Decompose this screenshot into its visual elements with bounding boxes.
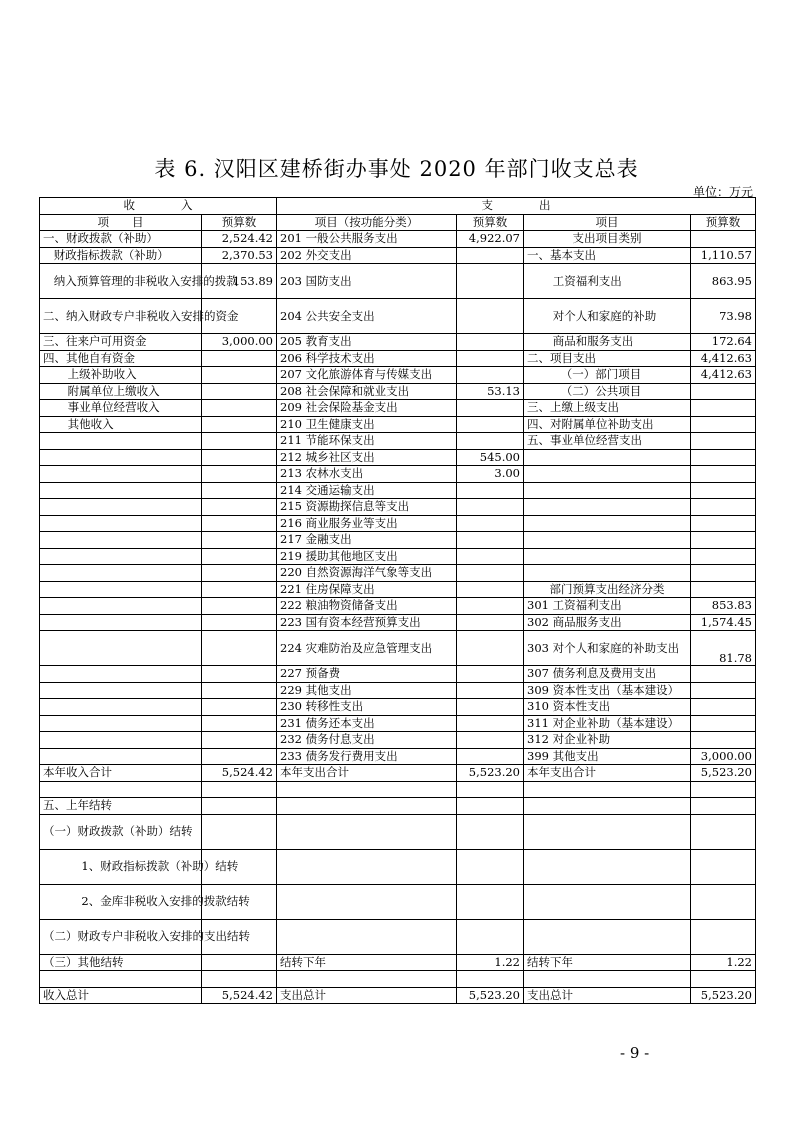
- income-amount: [202, 732, 277, 749]
- page-number: - 9 -: [620, 1044, 650, 1062]
- table-row: [40, 449, 756, 466]
- category-amount: 4,412.63: [691, 350, 756, 367]
- function-item: 207 文化旅游体育与传媒支出: [277, 367, 457, 384]
- table-row: [40, 715, 756, 732]
- category-item: [524, 482, 691, 499]
- category-item: 五、事业单位经营支出: [524, 433, 691, 450]
- category-item: 312 对企业补助: [524, 732, 691, 749]
- income-amount: [202, 400, 277, 417]
- category-item: 对个人和家庭的补助: [524, 299, 691, 334]
- table-row: [40, 482, 756, 499]
- income-amount: [202, 515, 277, 532]
- income-amount: 2,370.53: [202, 247, 277, 264]
- function-item: [277, 781, 457, 798]
- income-amount: [202, 449, 277, 466]
- function-item: 支出总计: [277, 987, 457, 1004]
- function-item: [277, 971, 457, 988]
- category-item: 三、上缴上级支出: [524, 400, 691, 417]
- function-item: 224 灾难防治及应急管理支出: [277, 631, 457, 666]
- function-item: [277, 849, 457, 884]
- table-row: [40, 765, 756, 782]
- function-item: 213 农林水支出: [277, 466, 457, 483]
- category-item: [524, 548, 691, 565]
- table-row: [40, 433, 756, 450]
- function-amount: [457, 350, 524, 367]
- income-item: 收入总计: [40, 987, 202, 1004]
- category-item: 303 对个人和家庭的补助支出: [524, 631, 691, 666]
- table-row: [40, 682, 756, 699]
- table-row: [40, 400, 756, 417]
- table-row: [40, 231, 756, 248]
- function-item: 211 节能环保支出: [277, 433, 457, 450]
- income-amount: [202, 383, 277, 400]
- income-amount: [202, 482, 277, 499]
- function-amount: [457, 581, 524, 598]
- function-amount: [457, 482, 524, 499]
- function-amount: [457, 548, 524, 565]
- income-amount: 3,000.00: [202, 334, 277, 351]
- category-amount: [691, 971, 756, 988]
- category-item: [524, 532, 691, 549]
- income-amount: [202, 614, 277, 631]
- col-header: 预算数: [691, 214, 756, 231]
- income-amount: [202, 532, 277, 549]
- category-amount: [691, 884, 756, 919]
- category-amount: 81.78: [691, 631, 756, 666]
- table-row: [40, 499, 756, 516]
- category-amount: [691, 532, 756, 549]
- category-amount: 73.98: [691, 299, 756, 334]
- function-item: 227 预备费: [277, 666, 457, 683]
- category-item: 结转下年: [524, 954, 691, 971]
- income-amount: [202, 581, 277, 598]
- function-amount: 3.00: [457, 466, 524, 483]
- income-item: [40, 748, 202, 765]
- table-row: [40, 515, 756, 532]
- function-item: 214 交通运输支出: [277, 482, 457, 499]
- function-amount: [457, 814, 524, 849]
- income-item: 附属单位上缴收入: [40, 383, 202, 400]
- category-amount: [691, 433, 756, 450]
- table-row: [40, 383, 756, 400]
- category-amount: [691, 666, 756, 683]
- income-item: （一）财政拨款（补助）结转: [40, 814, 202, 849]
- function-item: 209 社会保险基金支出: [277, 400, 457, 417]
- function-amount: [457, 748, 524, 765]
- category-amount: 1.22: [691, 954, 756, 971]
- table-row: [40, 666, 756, 683]
- function-amount: [457, 614, 524, 631]
- function-amount: 4,922.07: [457, 231, 524, 248]
- function-amount: [457, 666, 524, 683]
- income-amount: [202, 598, 277, 615]
- category-amount: [691, 699, 756, 716]
- category-amount: 5,523.20: [691, 765, 756, 782]
- income-amount: [202, 433, 277, 450]
- header-row-1: [40, 198, 756, 215]
- table-row: [40, 565, 756, 582]
- function-amount: [457, 532, 524, 549]
- category-item: 工资福利支出: [524, 264, 691, 299]
- col-header: 预算数: [457, 214, 524, 231]
- category-item: 302 商品服务支出: [524, 614, 691, 631]
- table-row: [40, 814, 756, 849]
- budget-table: [39, 197, 756, 1004]
- table-row: [40, 334, 756, 351]
- table-row: [40, 247, 756, 264]
- table-row: [40, 732, 756, 749]
- function-amount: [457, 884, 524, 919]
- income-item: 二、纳入财政专户非税收入安排的资金: [40, 299, 202, 334]
- income-amount: [202, 699, 277, 716]
- income-item: [40, 532, 202, 549]
- income-amount: 2,524.42: [202, 231, 277, 248]
- income-item: 2、金库非税收入安排的拨款结转: [40, 884, 202, 919]
- income-amount: [202, 350, 277, 367]
- function-amount: [457, 598, 524, 615]
- function-item: 223 国有资本经营预算支出: [277, 614, 457, 631]
- category-amount: 1,574.45: [691, 614, 756, 631]
- category-amount: [691, 849, 756, 884]
- income-item: [40, 732, 202, 749]
- function-item: 212 城乡社区支出: [277, 449, 457, 466]
- function-item: 221 住房保障支出: [277, 581, 457, 598]
- category-item: （一）部门项目: [524, 367, 691, 384]
- category-item: 部门预算支出经济分类: [524, 581, 691, 598]
- function-item: 229 其他支出: [277, 682, 457, 699]
- table-row: [40, 264, 756, 299]
- income-amount: 153.89: [202, 264, 277, 299]
- function-item: 206 科学技术支出: [277, 350, 457, 367]
- income-item: [40, 715, 202, 732]
- income-item: [40, 548, 202, 565]
- function-item: 219 援助其他地区支出: [277, 548, 457, 565]
- income-amount: [202, 798, 277, 815]
- income-amount: [202, 499, 277, 516]
- function-item: [277, 814, 457, 849]
- table-row: [40, 532, 756, 549]
- income-item: [40, 682, 202, 699]
- category-amount: [691, 482, 756, 499]
- function-amount: [457, 247, 524, 264]
- income-item: [40, 971, 202, 988]
- category-amount: [691, 548, 756, 565]
- category-item: [524, 499, 691, 516]
- table-row: [40, 631, 756, 666]
- category-item: 支出总计: [524, 987, 691, 1004]
- function-amount: [457, 971, 524, 988]
- category-item: [524, 798, 691, 815]
- income-amount: [202, 548, 277, 565]
- category-item: [524, 466, 691, 483]
- function-amount: [457, 264, 524, 299]
- col-header: 项目（按功能分类）: [277, 214, 457, 231]
- table-row: [40, 350, 756, 367]
- category-amount: [691, 449, 756, 466]
- function-item: 204 公共安全支出: [277, 299, 457, 334]
- category-amount: [691, 400, 756, 417]
- category-item: 310 资本性支出: [524, 699, 691, 716]
- table-row: [40, 581, 756, 598]
- category-item: 309 资本性支出（基本建设）: [524, 682, 691, 699]
- category-amount: [691, 919, 756, 954]
- function-amount: [457, 631, 524, 666]
- category-item: [524, 971, 691, 988]
- income-item: 1、财政指标拨款（补助）结转: [40, 849, 202, 884]
- income-item: [40, 614, 202, 631]
- income-amount: [202, 466, 277, 483]
- category-item: 399 其他支出: [524, 748, 691, 765]
- category-item: [524, 814, 691, 849]
- income-item: [40, 699, 202, 716]
- function-amount: [457, 699, 524, 716]
- function-amount: [457, 798, 524, 815]
- category-amount: 1,110.57: [691, 247, 756, 264]
- category-amount: [691, 515, 756, 532]
- category-amount: [691, 781, 756, 798]
- function-amount: [457, 515, 524, 532]
- category-item: [524, 884, 691, 919]
- income-amount: [202, 367, 277, 384]
- function-item: 222 粮油物资储备支出: [277, 598, 457, 615]
- income-item: [40, 449, 202, 466]
- income-item: [40, 433, 202, 450]
- category-amount: [691, 383, 756, 400]
- table-row: [40, 466, 756, 483]
- table-row: [40, 987, 756, 1004]
- income-amount: [202, 682, 277, 699]
- table-row: [40, 367, 756, 384]
- function-item: 结转下年: [277, 954, 457, 971]
- function-item: 231 债务还本支出: [277, 715, 457, 732]
- category-amount: 3,000.00: [691, 748, 756, 765]
- table-row: [40, 699, 756, 716]
- function-amount: 53.13: [457, 383, 524, 400]
- income-item: （二）财政专户非税收入安排的支出结转: [40, 919, 202, 954]
- function-amount: [457, 682, 524, 699]
- category-item: [524, 849, 691, 884]
- function-amount: [457, 367, 524, 384]
- income-item: 一、财政拨款（补助）: [40, 231, 202, 248]
- col-header: 预算数: [202, 214, 277, 231]
- category-amount: [691, 565, 756, 582]
- function-amount: [457, 416, 524, 433]
- table-row: [40, 781, 756, 798]
- income-item: 上级补助收入: [40, 367, 202, 384]
- category-amount: [691, 798, 756, 815]
- function-item: 203 国防支出: [277, 264, 457, 299]
- table-row: [40, 884, 756, 919]
- category-amount: 863.95: [691, 264, 756, 299]
- function-amount: [457, 565, 524, 582]
- income-amount: [202, 666, 277, 683]
- income-item: [40, 515, 202, 532]
- function-item: 220 自然资源海洋气象等支出: [277, 565, 457, 582]
- function-amount: [457, 781, 524, 798]
- function-item: 216 商业服务业等支出: [277, 515, 457, 532]
- income-item: 其他收入: [40, 416, 202, 433]
- income-amount: [202, 814, 277, 849]
- category-item: 商品和服务支出: [524, 334, 691, 351]
- category-amount: [691, 732, 756, 749]
- col-header: 项 目: [40, 214, 202, 231]
- table-row: [40, 849, 756, 884]
- income-item: 事业单位经营收入: [40, 400, 202, 417]
- income-amount: [202, 565, 277, 582]
- income-item: 纳入预算管理的非税收入安排的拨款: [40, 264, 202, 299]
- table-row: [40, 299, 756, 334]
- income-item: （三）其他结转: [40, 954, 202, 971]
- function-item: 本年支出合计: [277, 765, 457, 782]
- income-amount: 5,524.42: [202, 765, 277, 782]
- income-amount: [202, 416, 277, 433]
- table-row: [40, 971, 756, 988]
- function-amount: 5,523.20: [457, 765, 524, 782]
- function-amount: [457, 334, 524, 351]
- category-item: 307 债务利息及费用支出: [524, 666, 691, 683]
- table-row: [40, 748, 756, 765]
- function-amount: 1.22: [457, 954, 524, 971]
- category-amount: [691, 715, 756, 732]
- table-row: [40, 416, 756, 433]
- category-item: 支出项目类别: [524, 231, 691, 248]
- category-amount: [691, 231, 756, 248]
- category-item: 本年支出合计: [524, 765, 691, 782]
- income-amount: [202, 715, 277, 732]
- table-row: [40, 598, 756, 615]
- function-item: 210 卫生健康支出: [277, 416, 457, 433]
- function-amount: [457, 400, 524, 417]
- income-item: [40, 631, 202, 666]
- income-item: [40, 666, 202, 683]
- category-amount: [691, 416, 756, 433]
- function-amount: [457, 433, 524, 450]
- income-item: [40, 482, 202, 499]
- category-item: 311 对企业补助（基本建设）: [524, 715, 691, 732]
- function-amount: [457, 849, 524, 884]
- category-amount: [691, 682, 756, 699]
- category-item: [524, 781, 691, 798]
- income-item: 本年收入合计: [40, 765, 202, 782]
- category-item: [524, 565, 691, 582]
- income-amount: 5,524.42: [202, 987, 277, 1004]
- income-item: 财政指标拨款（补助）: [40, 247, 202, 264]
- income-item: [40, 598, 202, 615]
- category-item: （二）公共项目: [524, 383, 691, 400]
- income-item: [40, 565, 202, 582]
- page-title: 表 6. 汉阳区建桥街办事处 2020 年部门收支总表: [154, 157, 639, 181]
- category-item: 二、项目支出: [524, 350, 691, 367]
- function-amount: [457, 919, 524, 954]
- category-item: [524, 919, 691, 954]
- function-item: 201 一般公共服务支出: [277, 231, 457, 248]
- category-amount: [691, 814, 756, 849]
- col-header: 项目: [524, 214, 691, 231]
- income-amount: [202, 631, 277, 666]
- income-item: [40, 581, 202, 598]
- function-item: [277, 798, 457, 815]
- function-item: 232 债务付息支出: [277, 732, 457, 749]
- table-row: [40, 614, 756, 631]
- income-amount: [202, 954, 277, 971]
- category-amount: [691, 581, 756, 598]
- category-amount: [691, 466, 756, 483]
- income-item: 四、其他自有资金: [40, 350, 202, 367]
- header-row-2: [40, 214, 756, 231]
- income-header: 收 入: [40, 198, 277, 215]
- function-item: 202 外交支出: [277, 247, 457, 264]
- table-row: [40, 798, 756, 815]
- expense-header: 支 出: [277, 198, 756, 215]
- function-item: 217 金融支出: [277, 532, 457, 549]
- function-item: 233 债务发行费用支出: [277, 748, 457, 765]
- table-row: [40, 954, 756, 971]
- income-item: [40, 466, 202, 483]
- category-item: 一、基本支出: [524, 247, 691, 264]
- function-item: 208 社会保障和就业支出: [277, 383, 457, 400]
- category-amount: 853.83: [691, 598, 756, 615]
- category-item: 301 工资福利支出: [524, 598, 691, 615]
- function-amount: [457, 732, 524, 749]
- unit-label: 单位：万元: [692, 185, 753, 199]
- function-amount: 5,523.20: [457, 987, 524, 1004]
- function-item: 205 教育支出: [277, 334, 457, 351]
- function-amount: [457, 299, 524, 334]
- category-amount: 5,523.20: [691, 987, 756, 1004]
- category-item: [524, 449, 691, 466]
- category-amount: 172.64: [691, 334, 756, 351]
- income-item: 三、往来户可用资金: [40, 334, 202, 351]
- income-item: [40, 499, 202, 516]
- income-amount: [202, 971, 277, 988]
- function-item: 230 转移性支出: [277, 699, 457, 716]
- income-item: 五、上年结转: [40, 798, 202, 815]
- function-amount: [457, 499, 524, 516]
- income-item: [40, 781, 202, 798]
- function-item: 215 资源勘探信息等支出: [277, 499, 457, 516]
- income-amount: [202, 781, 277, 798]
- category-amount: 4,412.63: [691, 367, 756, 384]
- function-amount: 545.00: [457, 449, 524, 466]
- function-amount: [457, 715, 524, 732]
- table-row: [40, 919, 756, 954]
- category-item: [524, 515, 691, 532]
- function-item: [277, 884, 457, 919]
- category-amount: [691, 499, 756, 516]
- function-item: [277, 919, 457, 954]
- category-item: 四、对附属单位补助支出: [524, 416, 691, 433]
- income-amount: [202, 748, 277, 765]
- table-row: [40, 548, 756, 565]
